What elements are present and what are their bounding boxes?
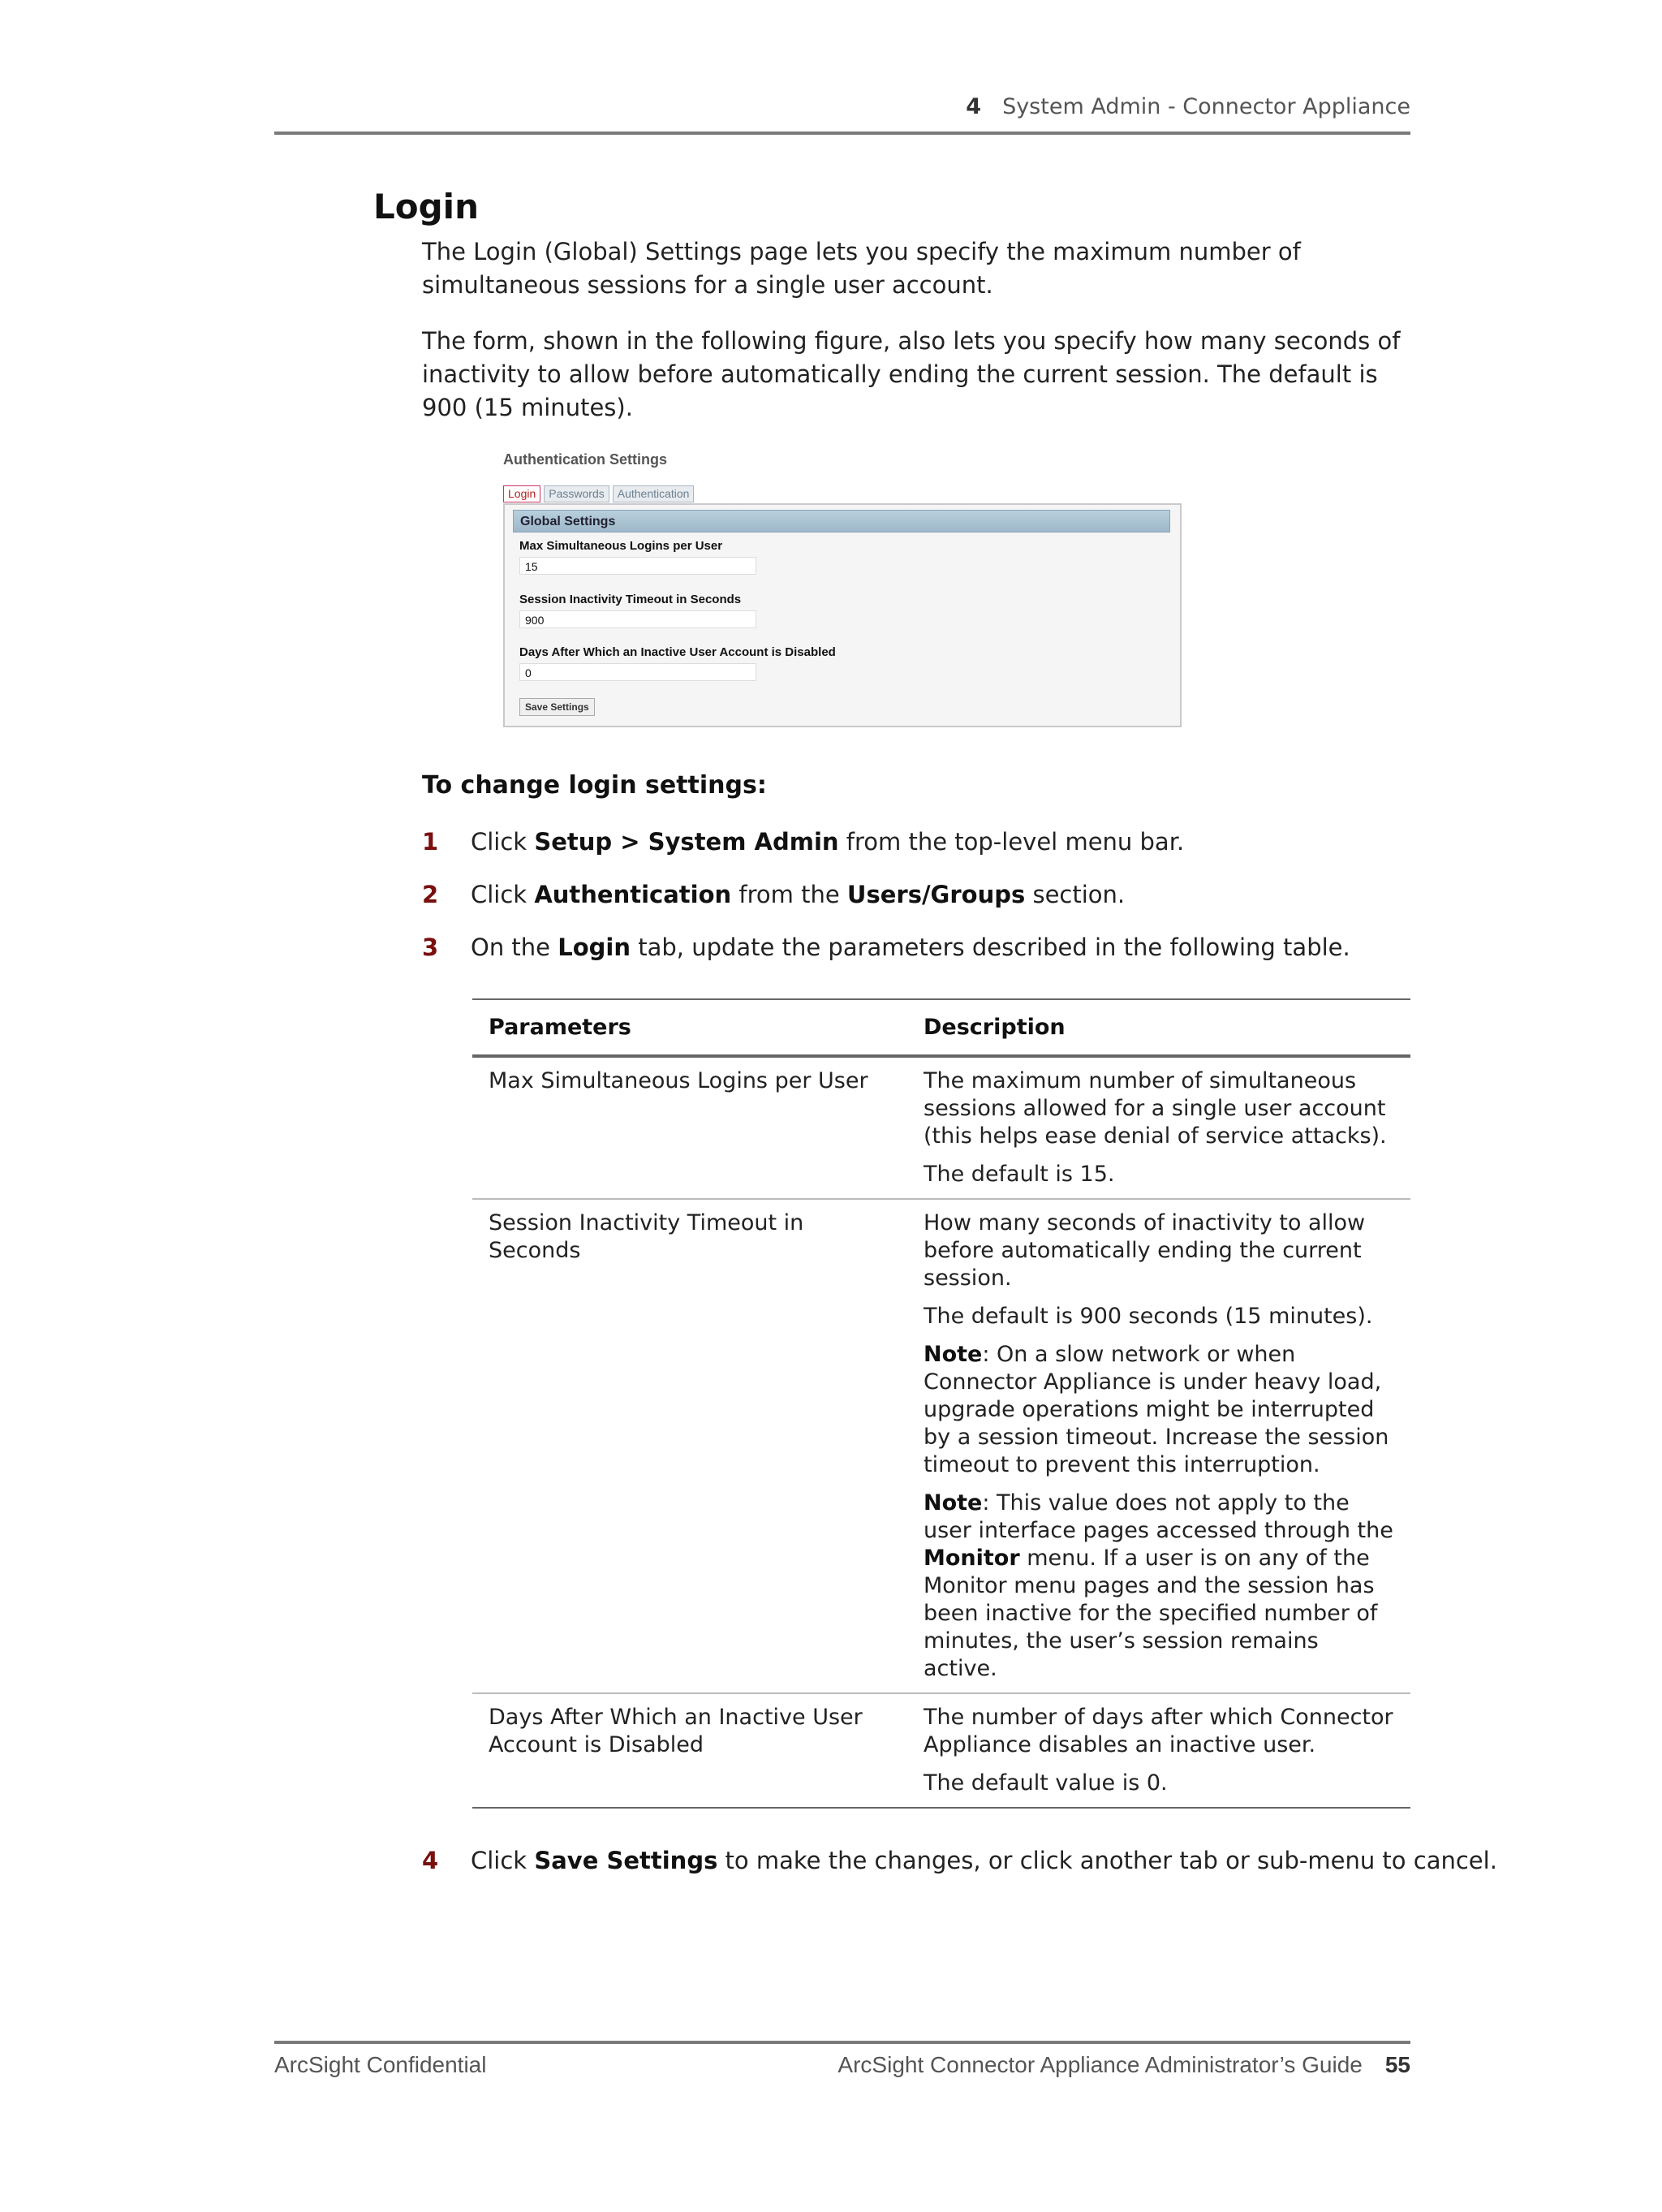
- inactive-days-input[interactable]: 0: [519, 663, 756, 681]
- param-description: The maximum number of simultaneous sessions allowed for a single user account (this helps ease denial of service attacks). The default is 15.: [924, 1068, 1387, 1187]
- param-name: Days After Which an Inactive User Account is Disabled: [489, 1705, 863, 1757]
- max-logins-label: Max Simultaneous Logins per User: [519, 539, 723, 553]
- settings-screenshot-figure: [503, 451, 1185, 731]
- parameters-table: [472, 998, 1410, 1809]
- table-header-row: [472, 999, 1410, 1056]
- tab-passwords[interactable]: Passwords: [544, 485, 609, 502]
- step-text: Click Save Settings to make the changes, or click another tab or sub-menu to cancel.: [471, 1847, 1497, 1874]
- table-row: [472, 1199, 1410, 1693]
- timeout-label: Session Inactivity Timeout in Seconds: [519, 593, 742, 606]
- note-2: Note: This value does not apply to the user interface pages accessed through the Monitor menu. If a user is on any of the Monitor menu pages and the session has been inactive for the specified number of minutes, the user’s session remains active.: [924, 1490, 1393, 1681]
- procedure-heading: To change login settings:: [422, 771, 767, 800]
- step-number: 1: [422, 828, 439, 856]
- param-description: How many seconds of inactivity to allow before automatically ending the current session. The default is 900 seconds (15 minutes). Note: On a slow network or when Connector Appliance is under heavy load, upgrade operations might be interrupted by a session timeout. Increase the session timeout to prevent this interruption. Note: This value does not apply to the user interface pages accessed through the Monitor menu. If a user is on any of the Monitor menu pages and the session has been inactive for the specified number of minutes, the user’s session remains active.: [924, 1210, 1393, 1681]
- guide-title: ArcSight Connector Appliance Administrator’s Guide 55: [837, 2052, 1410, 2077]
- param-name: Session Inactivity Timeout in Seconds: [489, 1210, 804, 1263]
- chapter-number: 4: [966, 94, 982, 119]
- page-footer: [274, 2041, 1410, 2085]
- table-row: [472, 1056, 1410, 1199]
- step-text: Click Setup > System Admin from the top-level menu bar.: [471, 828, 1185, 856]
- figure-tabs: [503, 485, 694, 502]
- note-1: Note: On a slow network or when Connector Appliance is under heavy load, upgrade operations might be interrupted by a session timeout. Increase the session timeout to prevent this interruption.: [924, 1342, 1389, 1477]
- param-name: Max Simultaneous Logins per User: [489, 1068, 868, 1093]
- inactive-days-label: Days After Which an Inactive User Account is Disabled: [519, 645, 836, 659]
- panel-title: Global Settings: [513, 510, 1170, 533]
- column-header-description: Description: [924, 1015, 1066, 1040]
- intro-paragraph-1: The Login (Global) Settings page lets you specify the maximum number of simultaneous sessions for a single user account.: [422, 238, 1301, 299]
- step-text: Click Authentication from the Users/Groups section.: [471, 881, 1126, 908]
- param-description: The number of days after which Connector Appliance disables an inactive user. The default value is 0.: [924, 1705, 1393, 1796]
- table-row: [472, 1693, 1410, 1808]
- step-text: On the Login tab, update the parameters described in the following table.: [471, 934, 1350, 961]
- intro-paragraph-2: The form, shown in the following figure, also lets you specify how many seconds of inactivity to allow before automatically ending the current session. The default is 900 (15 minutes).: [422, 327, 1401, 421]
- tab-authentication[interactable]: Authentication: [613, 485, 695, 502]
- step-number: 3: [422, 934, 439, 961]
- confidential-label: ArcSight Confidential: [274, 2052, 487, 2077]
- page-header: [274, 91, 1410, 135]
- global-settings-panel: [503, 503, 1182, 727]
- running-header: [966, 94, 1410, 119]
- tab-login[interactable]: Login: [503, 485, 540, 502]
- step-number: 4: [422, 1847, 439, 1874]
- figure-title: Authentication Settings: [503, 451, 667, 468]
- page-number: 55: [1384, 2052, 1410, 2077]
- save-settings-button[interactable]: Save Settings: [519, 698, 595, 716]
- step-number: 2: [422, 881, 439, 908]
- timeout-input[interactable]: 900: [519, 610, 756, 628]
- section-title: Login: [373, 187, 479, 226]
- max-logins-input[interactable]: 15: [519, 557, 756, 575]
- chapter-title: System Admin - Connector Appliance: [1002, 94, 1410, 119]
- column-header-parameters: Parameters: [489, 1015, 631, 1040]
